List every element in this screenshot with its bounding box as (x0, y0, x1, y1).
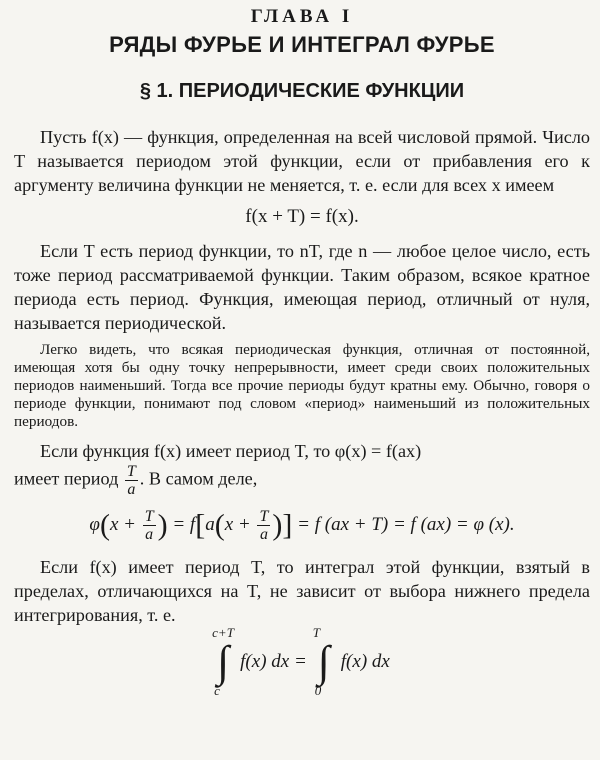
fraction-t-over-a-2 (143, 508, 156, 543)
fraction-t-over-a (125, 463, 138, 498)
integral-lower-limit-2: 0 (314, 682, 322, 698)
integral-lower-limit-1: c (214, 682, 220, 698)
paragraph-2: Если T есть период функции, то nT, где n — любое целое число, есть тоже период рассматриваемой функции. Таким образом, всякое кратное периода есть период. Функция, имеющая период, отличный от нуля, называется периодической. (14, 241, 590, 333)
formula-term-5: = f (ax + T) = f (ax) = φ (x). (297, 514, 515, 535)
paragraph-4: Если f(x) имеет период T, то интеграл этой функции, взятый в пределах, отличающихся на T, не зависит от выбора нижнего предела интегрирования, т. е. (14, 556, 590, 625)
fraction-t-over-a-3 (257, 508, 270, 543)
fraction-denominator-2: a (145, 526, 154, 544)
integral-sign-1 (210, 624, 236, 698)
integral-expression-2: f(x) dx (340, 650, 390, 672)
chapter-title: РЯДЫ ФУРЬЕ И ИНТЕГРАЛ ФУРЬЕ (109, 32, 495, 57)
chapter-heading: ГЛАВА I (250, 6, 354, 27)
formula-integral (14, 624, 590, 698)
formula-periodicity: f(x + T) = f(x). (245, 206, 359, 227)
paren-open-2: ( (214, 508, 225, 542)
bracket-open: [ (195, 508, 206, 542)
paragraph-3-line-2 (14, 463, 257, 498)
paragraph-3 (14, 439, 590, 498)
fraction-numerator-3: T (259, 508, 269, 526)
paragraph-1: Пусть f(x) — функция, определенная на всей числовой прямой. Число T называется периодом этой функции, если от прибавления его к аргументу величина функции не меняется, т. е. если для всех x имеем (14, 127, 590, 195)
formula-term-3: a (205, 514, 215, 535)
paragraph-3-line-1: Если функция f(x) имеет период T, то φ(x) = f(ax) (40, 441, 422, 461)
bracket-close: ] (282, 508, 293, 542)
phi-symbol: φ (89, 514, 100, 535)
integral-symbol-1: ∫ (217, 636, 230, 686)
fraction-numerator: T (126, 463, 136, 480)
section-title: § 1. ПЕРИОДИЧЕСКИЕ ФУНКЦИИ (139, 80, 465, 102)
paren-close: ) (157, 508, 168, 542)
formula-term-4: x + (224, 514, 251, 535)
integral-symbol-2: ∫ (317, 636, 330, 686)
paragraph-3-tail: . В самом деле, (139, 468, 258, 489)
formula-phi-periodicity (14, 504, 590, 547)
paren-open: ( (99, 508, 110, 542)
fraction-denominator: a (127, 481, 136, 498)
integral-upper-limit-2: T (312, 624, 321, 640)
integral-expression-1: f(x) dx = (240, 650, 307, 672)
paragraph-3-text: имеет период (14, 468, 119, 489)
integral-upper-limit-1: c+T (212, 624, 234, 640)
paren-close-2: ) (272, 508, 283, 542)
formula-term-2: = f (172, 514, 196, 535)
integral-sign-2 (311, 624, 337, 698)
fraction-denominator-3: a (259, 526, 268, 544)
fraction-numerator-2: T (144, 508, 154, 526)
formula-term-1: x + (109, 514, 136, 535)
small-print-paragraph: Легко видеть, что всякая периодическая функция, отличная от постоянной, имеющая хотя бы одну точку непрерывности, имеет среди своих положительных периодов наименьший. Тогда все прочие периоды будут кратны ему. Обычно, говоря о периоде функции, понимают под словом «период» наименьший из положительных периодов. (14, 341, 590, 430)
